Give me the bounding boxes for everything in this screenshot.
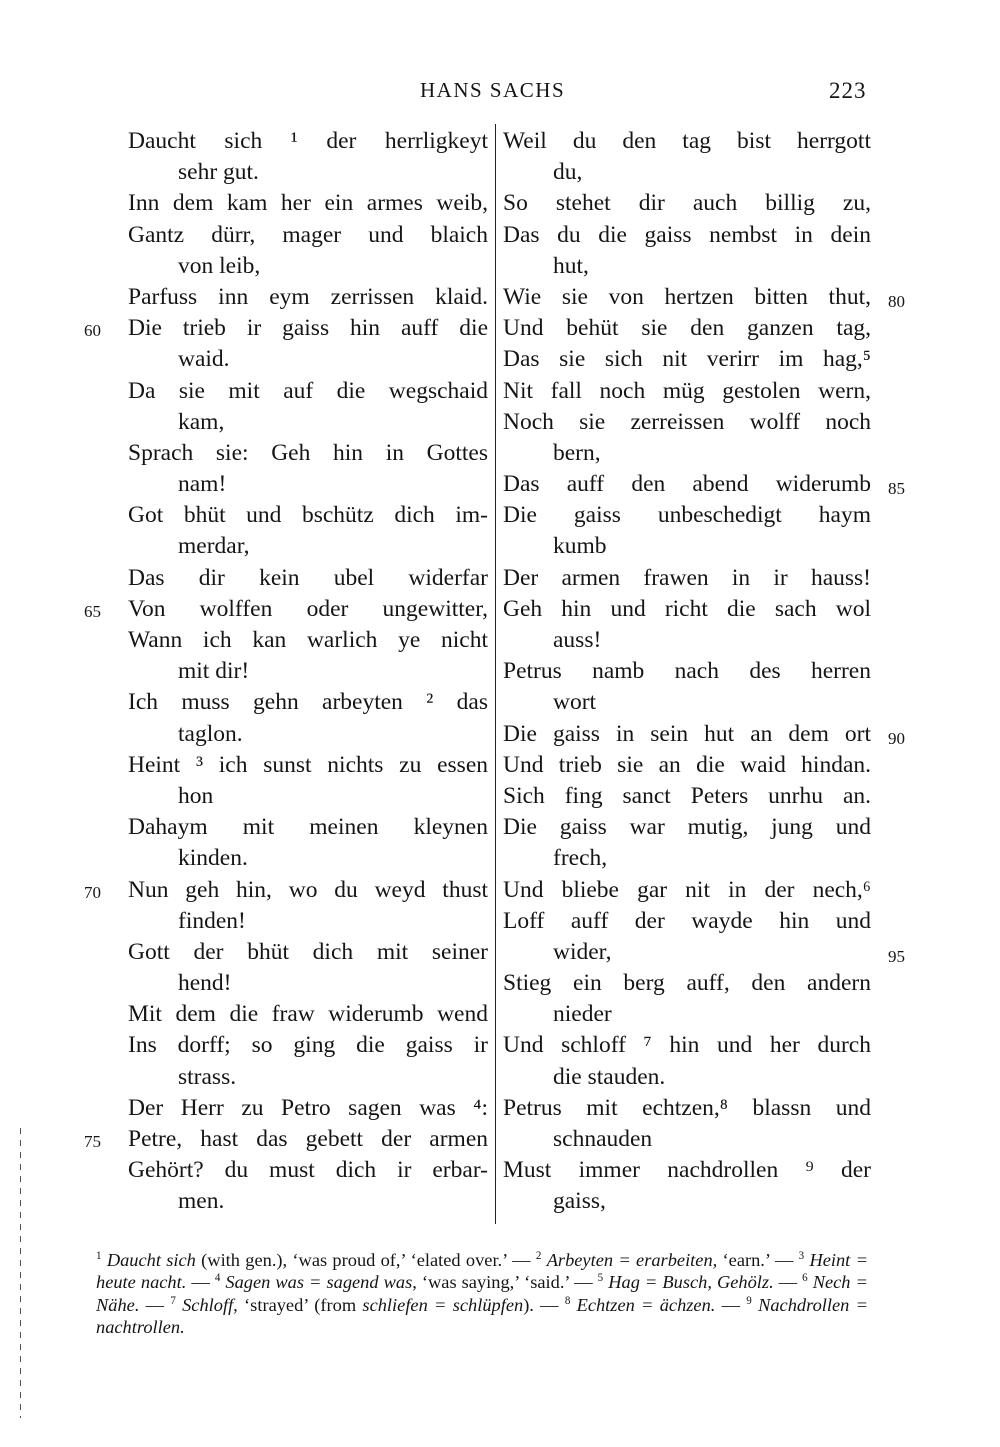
verse-line — [503, 1155, 871, 1186]
verse-line-text: mit dir! — [178, 658, 250, 685]
verse-line — [503, 1093, 871, 1124]
left-verse-column — [84, 126, 488, 1218]
verse-line — [128, 1186, 488, 1217]
verse-line — [503, 1030, 871, 1061]
verse-line — [128, 188, 488, 219]
footnote-gloss: — — [186, 1272, 215, 1293]
page-header — [0, 78, 1000, 108]
verse-line — [84, 594, 488, 625]
verse-line-text: Noch sie zerreissen wolff noch — [503, 408, 871, 435]
verse-line-text: Und behüt sie den ganzen tag, — [503, 315, 871, 342]
verse-line — [84, 875, 488, 906]
footnote-term: Nech = Nähe. — [96, 1272, 868, 1315]
verse-line-text: Gantz dürr, mager und blaich — [128, 221, 488, 248]
verse-line — [128, 625, 488, 656]
verse-line-text: Das auff den abend widerumb — [503, 471, 871, 498]
verse-line — [128, 812, 488, 843]
verse-line — [503, 968, 871, 999]
verse-line-text: frech, — [553, 845, 608, 872]
verse-line-text: Must immer nachdrollen ⁹ der — [503, 1157, 871, 1184]
verse-line — [503, 781, 871, 812]
verse-line-text: wider, — [553, 938, 612, 965]
verse-line — [128, 937, 488, 968]
footnote-gloss: ). — — [523, 1294, 565, 1315]
verse-line-text: Sich fing sanct Peters unrhu an. — [503, 782, 871, 809]
verse-line — [128, 999, 488, 1030]
verse-line-text: Daucht sich ¹ der herrligkeyt — [128, 128, 488, 154]
verse-line — [84, 1124, 488, 1155]
verse-line — [128, 251, 488, 282]
verse-line-text: auss! — [553, 627, 602, 653]
verse-line-text: Und trieb sie an die waid hindan. — [503, 751, 871, 778]
verse-line — [503, 1062, 871, 1093]
verse-line-text: Da sie mit auf die wegschaid — [128, 377, 488, 404]
verse-line-text: schnauden — [553, 1126, 653, 1152]
column-divider — [495, 124, 496, 1224]
verse-line-text: Die gaiss war mutig, jung und — [503, 814, 871, 841]
verse-line-text: Inn dem kam her ein armes weib, — [128, 190, 488, 217]
verse-line — [503, 843, 871, 874]
verse-line — [128, 344, 488, 375]
verse-line-text: wort — [553, 689, 597, 716]
verse-line-text: Gott der bhüt dich mit seiner — [128, 938, 488, 965]
verse-line — [503, 812, 871, 843]
verse-line-text: Die gaiss unbeschedigt haym — [503, 502, 871, 529]
verse-line-text: bern, — [553, 439, 601, 466]
verse-line — [503, 188, 871, 219]
footnote-term: Heint = heute nacht. — [96, 1250, 868, 1293]
verse-line-text: Wie sie von hertzen bitten thut, — [503, 283, 871, 310]
verse-line — [128, 1155, 488, 1186]
verse-line-text: Mit dem die fraw widerumb wend — [128, 1001, 488, 1028]
verse-line-text: Dahaym mit meinen kleynen — [128, 814, 488, 841]
verse-line — [128, 843, 488, 874]
verse-line-text: hend! — [178, 970, 232, 997]
verse-line — [128, 376, 488, 407]
verse-line-text: Gehört? du must dich ir erbar- — [128, 1157, 488, 1184]
verse-line-text: von leib, — [178, 252, 261, 279]
verse-line-text: Heint ³ ich sunst nichts zu essen — [128, 751, 488, 778]
verse-line — [128, 157, 488, 188]
line-number: 65 — [84, 601, 101, 621]
verse-line-text: Nun geh hin, wo du weyd thust — [128, 876, 488, 903]
verse-line-text: Nit fall noch müg gestolen wern, — [503, 377, 871, 404]
verse-line — [503, 438, 871, 469]
verse-line — [503, 500, 871, 531]
verse-line-text: waid. — [178, 346, 230, 373]
verse-line — [128, 968, 488, 999]
margin-scan-mark — [20, 1128, 21, 1418]
verse-line — [128, 781, 488, 812]
verse-line — [128, 500, 488, 531]
verse-line-text: kam, — [178, 408, 225, 435]
verse-line — [503, 687, 871, 718]
verse-line-text: Petre, hast das gebett der armen — [128, 1126, 488, 1152]
footnote-term: Daucht sich — [106, 1250, 196, 1270]
footnote-mark: 1 — [96, 1249, 102, 1262]
verse-line — [503, 937, 905, 968]
verse-line-text: Von wolffen oder ungewitter, — [128, 595, 488, 622]
verse-line-text: Petrus mit echtzen,⁸ blassn und — [503, 1094, 871, 1121]
line-number: 60 — [84, 321, 101, 341]
footnote-mark: 3 — [798, 1249, 805, 1262]
running-title: HANS SACHS — [420, 78, 566, 102]
footnote-term: Sagen was = sagend was, — [225, 1272, 417, 1293]
footnote-term: Schloff, — [182, 1294, 238, 1315]
footnote-mark: 5 — [597, 1272, 604, 1285]
verse-line — [503, 220, 871, 251]
footnote-term: Nachdrollen = nachtrollen. — [96, 1294, 869, 1338]
right-verse-column — [503, 126, 905, 1218]
verse-line — [128, 220, 488, 251]
verse-line — [128, 407, 488, 438]
page-number: 223 — [829, 78, 867, 103]
footnote-mark: 4 — [214, 1272, 221, 1285]
verse-line-text: du, — [553, 159, 583, 186]
verse-line — [503, 157, 871, 188]
verse-line-text: Got bhüt und bschütz dich im- — [128, 502, 488, 529]
verse-line — [128, 1030, 488, 1061]
footnote-gloss: ‘was saying,’ ‘said.’ — — [416, 1272, 598, 1293]
verse-line — [503, 563, 871, 594]
line-number: 90 — [888, 728, 905, 748]
footnotes — [96, 1249, 868, 1339]
footnote-term: schliefen = schlüpfen — [362, 1294, 524, 1315]
verse-line-text: men. — [178, 1188, 225, 1215]
verse-line-text: Loff auff der wayde hin und — [503, 907, 871, 934]
verse-line — [503, 376, 871, 407]
verse-line — [128, 1093, 488, 1124]
verse-line — [128, 906, 488, 937]
footnote-term: Hag = Busch, Gehölz. — [608, 1272, 774, 1293]
footnote-gloss: — — [773, 1272, 803, 1293]
verse-line — [128, 438, 488, 469]
verse-line-text: Stieg ein berg auff, den andern — [503, 970, 871, 997]
verse-line-text: kinden. — [178, 845, 248, 872]
verse-line-text: Die trieb ir gaiss hin auff die — [128, 315, 488, 342]
footnote-gloss: — — [139, 1294, 171, 1315]
verse-line — [128, 126, 488, 157]
footnote-mark: 6 — [802, 1272, 808, 1285]
verse-line — [503, 469, 905, 500]
verse-line-text: Ins dorff; so ging die gaiss ir — [128, 1032, 488, 1059]
verse-line-text: kumb — [553, 533, 607, 560]
verse-line — [503, 313, 871, 344]
verse-line-text: Weil du den tag bist herrgott — [503, 128, 871, 154]
verse-line — [84, 313, 488, 344]
verse-line-text: die stauden. — [553, 1063, 666, 1090]
verse-line-text: hut, — [553, 252, 589, 279]
verse-line — [128, 719, 488, 750]
verse-line-text: taglon. — [178, 720, 243, 747]
verse-line-text: Petrus namb nach des herren — [503, 658, 871, 685]
verse-line-text: nieder — [553, 1001, 612, 1028]
line-number: 70 — [84, 882, 101, 902]
verse-line-text: gaiss, — [553, 1188, 606, 1215]
verse-line — [128, 469, 488, 500]
line-number: 80 — [888, 291, 905, 311]
verse-line — [503, 719, 905, 750]
footnote-term: Arbeyten = erarbeiten, — [546, 1250, 718, 1270]
verse-line — [503, 594, 871, 625]
footnote-term: Echtzen = ächzen. — [576, 1294, 716, 1315]
verse-line — [128, 563, 488, 594]
verse-line-text: strass. — [178, 1063, 237, 1090]
verse-line-text: Wann ich kan warlich ye nicht — [128, 627, 488, 653]
line-number: 95 — [888, 946, 905, 966]
verse-line-text: merdar, — [178, 533, 250, 560]
verse-line — [503, 750, 871, 781]
verse-line-text: hon — [178, 782, 214, 809]
verse-line-text: finden! — [178, 907, 246, 934]
verse-line — [503, 1186, 871, 1217]
verse-line — [503, 625, 871, 656]
line-number: 85 — [888, 479, 905, 499]
verse-line — [503, 999, 871, 1030]
verse-line-text: Der armen frawen in ir hauss! — [503, 564, 871, 591]
verse-line — [128, 750, 488, 781]
footnote-gloss: ‘earn.’ — — [717, 1250, 799, 1270]
verse-line — [128, 1062, 488, 1093]
verse-line-text: Die gaiss in sein hut an dem ort — [503, 720, 871, 747]
verse-line — [503, 531, 871, 562]
verse-line-text: sehr gut. — [178, 159, 259, 186]
footnote-gloss: ‘strayed’ (from — [237, 1294, 363, 1315]
verse-line — [128, 531, 488, 562]
verse-line-text: Und bliebe gar nit in der nech,⁶ — [503, 876, 871, 903]
verse-line — [503, 344, 871, 375]
verse-line-text: Sprach sie: Geh hin in Gottes — [128, 439, 488, 466]
verse-line — [503, 407, 871, 438]
verse-line-text: Parfuss inn eym zerrissen klaid. — [128, 283, 488, 310]
verse-line — [128, 687, 488, 718]
footnote-mark: 2 — [535, 1249, 542, 1262]
footnote-mark: 7 — [170, 1294, 176, 1307]
verse-line — [503, 126, 871, 157]
verse-line-text: So stehet dir auch billig zu, — [503, 190, 871, 217]
verse-line — [128, 282, 488, 313]
verse-line — [503, 282, 905, 313]
footnote-gloss: — — [715, 1294, 747, 1315]
verse-line-text: nam! — [178, 471, 227, 498]
footnote-gloss: (with gen.), ‘was proud of,’ ‘elated over.’ — — [195, 1250, 536, 1270]
verse-line — [503, 1124, 871, 1155]
verse-line — [503, 906, 871, 937]
line-number: 75 — [84, 1132, 101, 1151]
verse-line — [503, 875, 871, 906]
verse-line-text: Der Herr zu Petro sagen was ⁴: — [128, 1094, 488, 1121]
footnote-mark: 9 — [746, 1294, 752, 1307]
verse-line-text: Und schloff ⁷ hin und her durch — [503, 1032, 871, 1059]
verse-line-text: Geh hin und richt die sach wol — [503, 595, 871, 622]
verse-line-text: Ich muss gehn arbeyten ² das — [128, 689, 488, 716]
footnote-mark: 8 — [564, 1294, 571, 1307]
verse-line-text: Das dir kein ubel widerfar — [128, 564, 488, 591]
verse-line — [503, 656, 871, 687]
verse-line — [503, 251, 871, 282]
verse-line-text: Das du die gaiss nembst in dein — [503, 221, 871, 248]
verse-line-text: Das sie sich nit verirr im hag,⁵ — [503, 346, 871, 373]
verse-line — [128, 656, 488, 687]
